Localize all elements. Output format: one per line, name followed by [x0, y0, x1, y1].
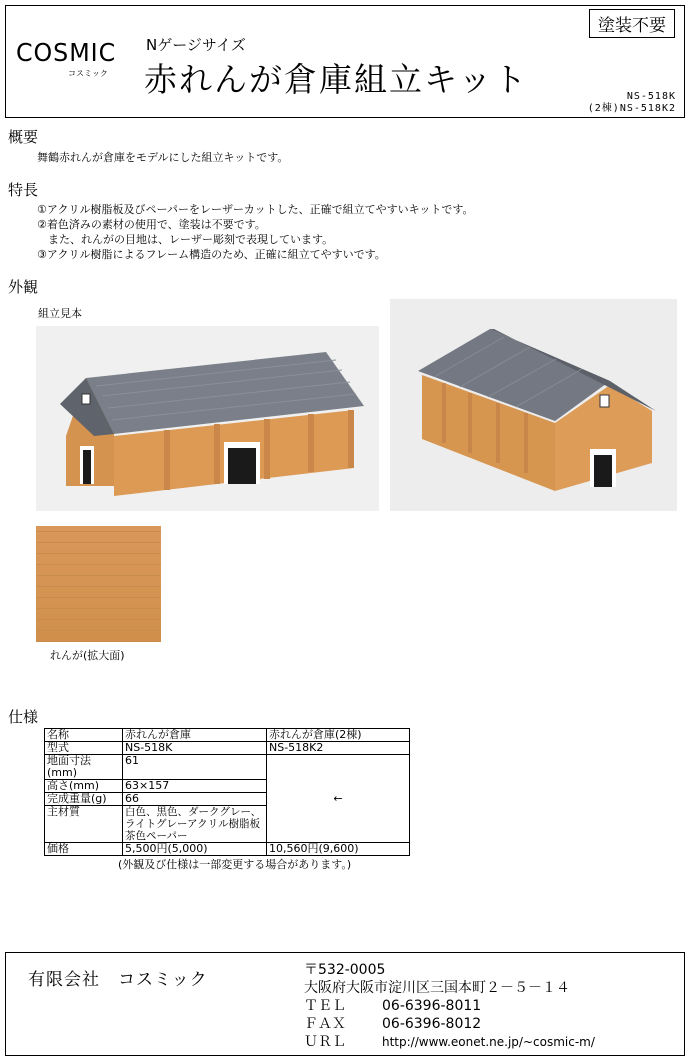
- spec-value-name: 赤れんが倉庫: [123, 729, 267, 742]
- spec-value-name-double: 赤れんが倉庫(2棟): [267, 729, 410, 742]
- spec-same-as-left-arrow: ←: [267, 755, 410, 843]
- warehouse-front-illustration: [36, 326, 379, 511]
- contact-block: [304, 961, 595, 1051]
- fax-line: [304, 1015, 595, 1033]
- spec-value-price: 5,500円(5,000): [123, 843, 267, 856]
- brick-closeup-image: [36, 526, 161, 642]
- tel-number: 06-6396-8011: [382, 998, 482, 1014]
- spec-label-footprint: 地面寸法(mm): [45, 755, 123, 780]
- website-link[interactable]: http://www.eonet.ne.jp/~cosmic-m/: [382, 1035, 595, 1049]
- feature-line-1: ①アクリル樹脂板及びペーパーをレーザーカットした、正確で組立てやすいキットです。: [37, 203, 474, 216]
- spec-table: [44, 728, 410, 856]
- product-title: 赤れんが倉庫組立キット: [144, 60, 529, 99]
- table-row: [45, 742, 410, 755]
- table-row: [45, 755, 410, 780]
- fax-label: ＦＡＸ: [304, 1016, 346, 1032]
- product-code-double: (2棟)NS-518K2: [587, 103, 676, 114]
- header-box: [5, 5, 685, 118]
- warehouse-photo-front: [36, 326, 379, 511]
- feature-line-4: ③アクリル樹脂によるフレーム構造のため、正確に組立てやすいです。: [37, 248, 386, 261]
- features-list: [37, 202, 474, 262]
- tel-label: ＴＥＬ: [304, 998, 346, 1014]
- spec-label-price: 価格: [45, 843, 123, 856]
- spec-label-material: 主材質: [45, 806, 123, 843]
- spec-value-height: 63×157: [123, 780, 267, 793]
- address: 大阪府大阪市淀川区三国本町２－５－１４: [304, 980, 570, 996]
- footer-box: [5, 952, 685, 1056]
- logo-subtext: コスミック: [68, 69, 108, 78]
- spec-label-model: 型式: [45, 742, 123, 755]
- spec-note: (外観及び仕様は一部変更する場合があります。): [118, 858, 352, 871]
- spec-label-weight: 完成重量(g): [45, 793, 123, 806]
- spec-label-height: 高さ(mm): [45, 780, 123, 793]
- feature-line-3: また、れんがの目地は、レーザー彫刻で表現しています。: [37, 233, 334, 246]
- logo-text: COSMIC: [16, 38, 117, 67]
- warehouse-photo-angle: [390, 299, 677, 511]
- features-heading: 特長: [8, 181, 39, 199]
- spec-value-weight: 66: [123, 793, 267, 806]
- cosmic-logo: [16, 38, 116, 84]
- spec-value-footprint: 61: [123, 755, 267, 780]
- spec-heading: 仕様: [8, 708, 39, 726]
- spec-value-model: NS-518K: [123, 742, 267, 755]
- tel-line: [304, 997, 595, 1015]
- overview-heading: 概要: [8, 128, 39, 146]
- url-line: [304, 1033, 595, 1051]
- overview-text: 舞鶴赤れんが倉庫をモデルにした組立キットです。: [37, 151, 289, 164]
- company-name: 有限会社 コスミック: [28, 970, 208, 990]
- product-subtitle: Nゲージサイズ: [146, 36, 246, 54]
- spec-label-name: 名称: [45, 729, 123, 742]
- sample-caption: 組立見本: [38, 307, 82, 320]
- spec-value-model-double: NS-518K2: [267, 742, 410, 755]
- spec-value-material: 白色、黒色、ダークグレー、ライトグレーアクリル樹脂板 茶色ペーパー: [123, 806, 267, 843]
- fax-number: 06-6396-8012: [382, 1016, 482, 1032]
- postal-code: 〒532-0005: [304, 962, 386, 978]
- table-row: [45, 843, 410, 856]
- product-code-single: NS-518K: [626, 91, 676, 102]
- warehouse-angle-illustration: [390, 299, 677, 511]
- appearance-heading: 外観: [8, 278, 39, 296]
- product-codes: [588, 91, 676, 115]
- feature-line-2: ②着色済みの素材の使用で、塗装は不要です。: [37, 218, 266, 231]
- no-paint-badge: 塗装不要: [589, 9, 675, 38]
- table-row: [45, 729, 410, 742]
- brick-caption: れんが(拡大面): [50, 649, 125, 662]
- spec-value-price-double: 10,560円(9,600): [267, 843, 410, 856]
- url-label: ＵＲＬ: [304, 1034, 346, 1050]
